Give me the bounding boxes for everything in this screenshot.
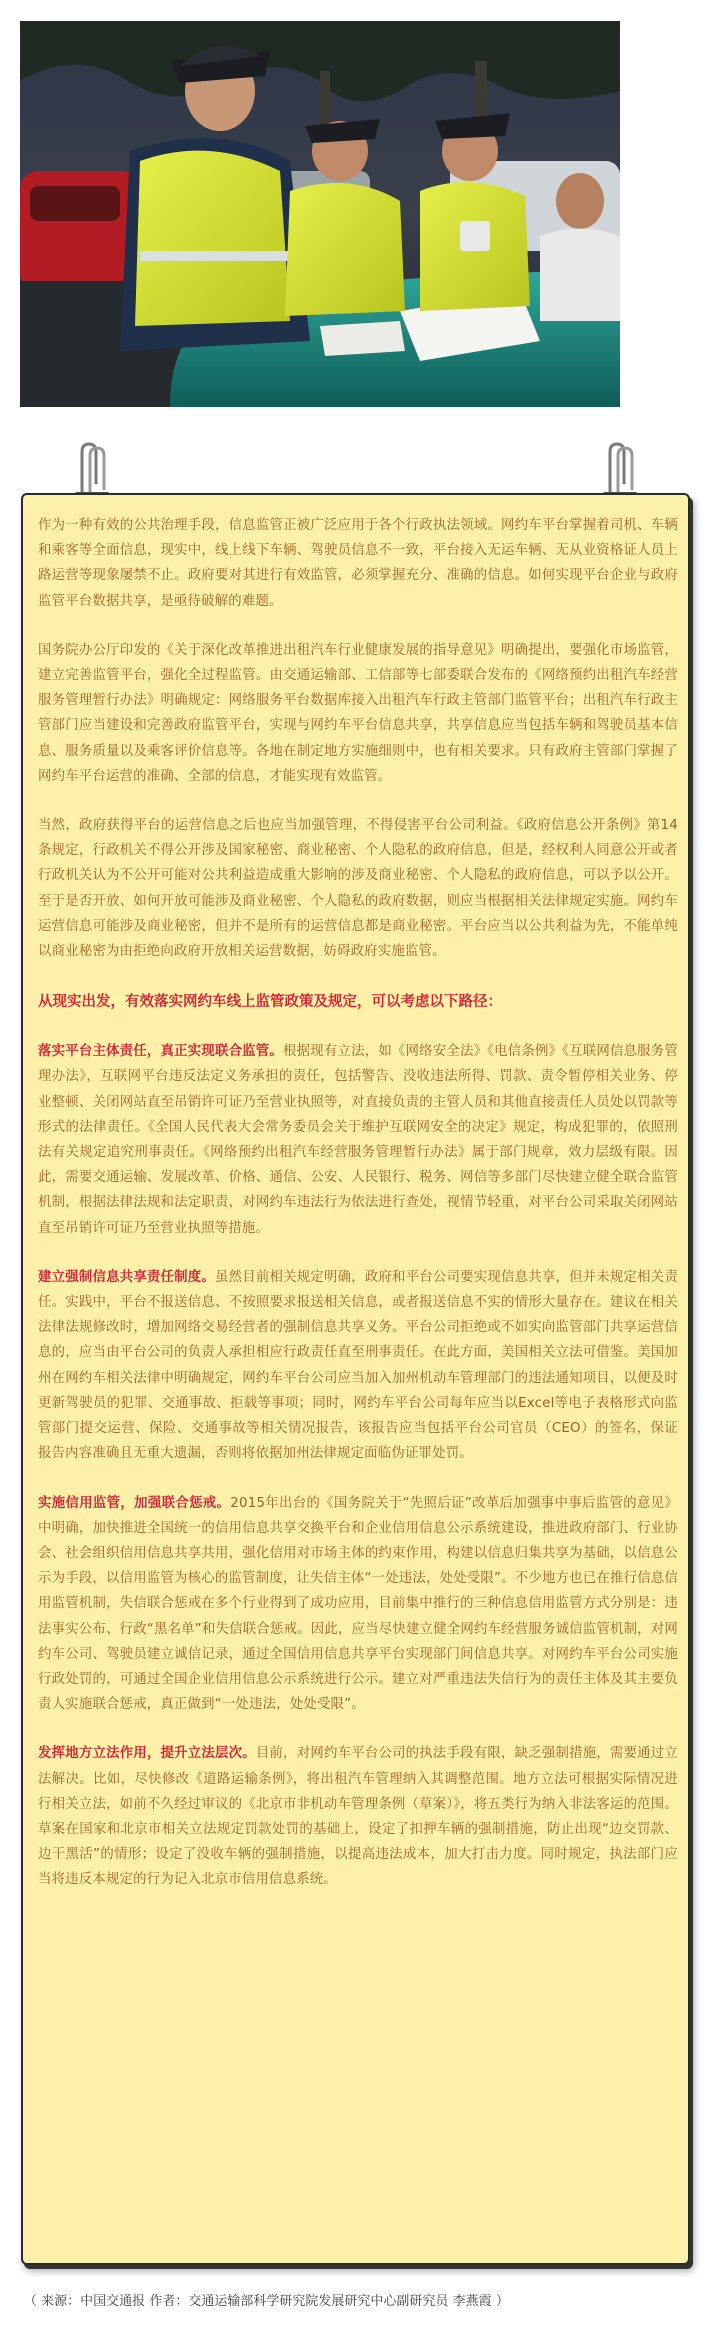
measure-paragraph [38, 1491, 678, 1718]
article-card [21, 493, 690, 2265]
paragraph-policy: 国务院办公厅印发的《关于深化改革推进出租汽车行业健康发展的指导意见》明确提出，要强化市场监管，建立完善监管平台，强化全过程监管。由交通运输部、工信部等七部委联合发布的《网络预约出租汽车经营服务管理暂行办法》明确规定：网络服务平台数据库接入出租汽车行政主管部门监管平台；出租汽车行政主管部门应当建设和完善政府监管平台，实现与网约车平台信息共享，共享信息应当包括车辆和驾驶员基本信息、服务质量以及乘客评价信息等。各地在制定地方实施细则中，也有相关要求。只有政府主管部门掌握了网约车平台运营的准确、全部的信息，才能实现有效监管。 [38, 642, 678, 784]
measure-lead: 实施信用监管，加强联合惩戒。 [38, 1495, 231, 1511]
measure-paragraph [38, 1039, 678, 1241]
measure-text: 虽然目前相关规定明确，政府和平台公司要实现信息共享，但并未规定相关责任。实践中，平台不报送信息、不按照要求报送相关信息，或者报送信息不实的情形大量存在。建议在相关法律法规修改时，增加网络交易经营者的强制信息共享义务。平台公司拒绝或不如实向监管部门共享运营信息的，应当由平台公司的负责人承担相应行政责任直至刑事责任。在此方面，美国相关立法可借鉴。美国加州在网约车相关法律中明确规定，网约车平台公司应当加入加州机动车管理部门的违法通知项目，以便及时更新驾驶员的犯罪、交通事故、拒载等事项；同时，网约车平台公司每年应当以Excel等电子表格形式向监管部门提交运营、保险、交通事故等相关情况报告，该报告应当包括平台公司官员（CEO）的签名，保证报告内容准确且无重大遗漏，否则将依据加州法律规定面临伪证罪处罚。 [38, 1269, 678, 1462]
measure-paragraph [38, 1741, 678, 1892]
measure-text: 2015年出台的《国务院关于“先照后证”改革后加强事中事后监管的意见》中明确，加快推进全国统一的信用信息共享交换平台和企业信用信息公示系统建设，推进政府部门、行业协会、社会组织信用信息共享共用，强化信用对市场主体的约束作用，构建以信息归集共享为基础，以信息公示为手段，以信用监管为核心的监管制度，让失信主体“一处违法，处处受限”。不少地方也已在推行信息信用监管机制，失信联合惩戒在多个行业得到了成功应用，目前集中推行的三种信息信用监管方式分别是：违法事实公布、行政“黑名单”和失信联合惩戒。因此，应当尽快建立健全网约车经营服务诚信监管机制，对网约车公司、驾驶员建立诚信记录，通过全国信用信息共享平台实现部门间信息共享。对网约车平台公司实施行政处罚的，可通过全国企业信用信息公示系统进行公示。建立对严重违法失信行为的责任主体及其主要负责人实施联合惩戒，真正做到“一处违法，处处受限”。 [38, 1495, 678, 1713]
section-heading: 从现实出发，有效落实网约车线上监管政策及规定，可以考虑以下路径： [38, 994, 502, 1011]
measure-paragraph [38, 1265, 678, 1467]
measure-lead: 发挥地方立法作用，提升立法层次。 [38, 1746, 256, 1762]
source-credit: （ 来源：中国交通报 作者：交通运输部科学研究院发展研究中心副研究员 李燕霞 ） [24, 2294, 509, 2309]
traffic-enforcement-photo [20, 21, 620, 407]
measure-lead: 落实平台主体责任，真正实现联合监管。 [38, 1044, 284, 1060]
measure-lead: 建立强制信息共享责任制度。 [38, 1269, 216, 1285]
paragraph-privacy: 当然，政府获得平台的运营信息之后也应当加强管理，不得侵害平台公司利益。《政府信息公开条例》第14条规定，行政机关不得公开涉及国家秘密、商业秘密、个人隐私的政府信息，但是，经权利人同意公开或者行政机关认为不公开可能对公共利益造成重大影响的涉及商业秘密、个人隐私的政府信息，可以予以公开。至于是否开放、如何开放可能涉及商业秘密、个人隐私的政府数据，则应当根据相关法律规定实施。网约车运营信息可能涉及商业秘密，但并不是所有的运营信息都是商业秘密。平台应当以公共利益为先，不能单纯以商业秘密为由拒绝向政府开放相关运营数据，妨碍政府实施监管。 [38, 818, 678, 960]
measure-text: 目前，对网约车平台公司的执法手段有限，缺乏强制措施，需要通过立法解决。比如，尽快修改《道路运输条例》，将出租汽车管理纳入其调整范围。地方立法可根据实际情况进行相关立法，如前不久经过审议的《北京市非机动车管理条例（草案）》，将五类行为纳入非法客运的范围。草案在国家和北京市相关立法规定罚款处罚的基础上，设定了扣押车辆的强制措施，防止出现“边交罚款、边干黑活”的情形；设定了没收车辆的强制措施，以提高违法成本，加大打击力度。同时规定，执法部门应当将违反本规定的行为记入北京市信用信息系统。 [38, 1746, 679, 1888]
paragraph-intro: 作为一种有效的公共治理手段，信息监管正被广泛应用于各个行政执法领域。网约车平台掌握着司机、车辆和乘客等全面信息，现实中，线上线下车辆、驾驶员信息不一致，平台接入无运车辆、无从业资格证人员上路运营等现象屡禁不止。政府要对其进行有效监管，必须掌握充分、准确的信息。如何实现平台企业与政府监管平台数据共享，是亟待破解的难题。 [38, 518, 678, 609]
article-body [38, 513, 678, 1893]
measure-text: 根据现有立法，如《网络安全法》《电信条例》《互联网信息服务管理办法》，互联网平台违反法定义务承担的责任，包括警告、没收违法所得、罚款、责令暂停相关业务、停业整顿、关闭网站直至吊销许可证乃至营业执照等，对直接负责的主管人员和其他直接责任人员处以罚款等形式的法律责任。《全国人民代表大会常务委员会关于维护互联网安全的决定》规定，构成犯罪的，依照刑法有关规定追究刑事责任。《网络预约出租汽车经营服务管理暂行办法》属于部门规章，效力层级有限。因此，需要交通运输、发展改革、价格、通信、公安、人民银行、税务、网信等多部门尽快建立健全联合监管机制，根据法律法规和法定职责，对网约车违法行为依法进行查处，视情节轻重，对平台公司采取关闭网站直至吊销许可证乃至营业执照等措施。 [38, 1044, 678, 1236]
